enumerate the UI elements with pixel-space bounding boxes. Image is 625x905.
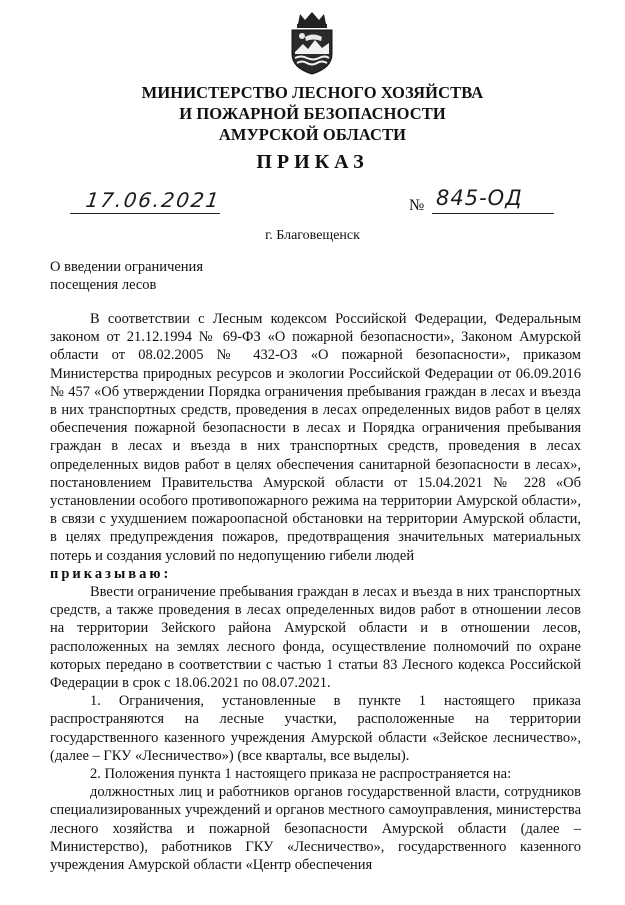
paragraph-1: 1. Ограничения, установленные в пункте 1 настоящего приказа распространяются на лесные участки, расположенные на территории государственного казенного учреждения Амурской области «Зейское лесничество», (далее – ГКУ «Лесничество») (все кварталы, все выделы).	[50, 693, 581, 764]
ministry-line-2: И ПОЖАРНОЙ БЕЗОПАСНОСТИ	[179, 104, 446, 123]
order-number-label: №	[409, 197, 425, 214]
order-word-paragraph	[50, 565, 581, 583]
order-number: 845-ОД	[436, 186, 523, 210]
ministry-line-1: МИНИСТЕРСТВО ЛЕСНОГО ХОЗЯЙСТВА	[141, 83, 484, 102]
paragraph-3: должностных лиц и работников органов государственной власти, сотрудников специализированных учреждений и органов местного самоуправления, министерства лесного хозяйства и пожарной безопасности Амурской области (далее – Министерство), работников ГКУ «Лесничество», государственного казенного учреждения Амурской области «Центр обеспечения	[50, 784, 581, 874]
order-word: приказываю:	[50, 565, 172, 582]
order-date: 17.06.2021	[84, 188, 223, 212]
issue-city: г. Благовещенск	[265, 228, 360, 243]
number-underline	[432, 213, 554, 214]
intro-paragraph: Ввести ограничение пребывания граждан в лесах и въезда в них транспортных средств, а также проведения в лесах определенных видов работ в отношении лесов на территории Зейского района Амурской области и в отношении лесов, расположенных на землях лесного фонда, осуществление полномочий по охране которых передано в соответствии с частью 1 статьи 83 Лесного кодекса Российской Федерации в срок с 18.06.2021 по 08.07.2021.	[50, 584, 581, 692]
order-subject	[50, 258, 203, 294]
subject-line-1: О введении ограничения	[50, 259, 203, 275]
ministry-name	[0, 82, 625, 145]
document-title: ПРИКАЗ	[256, 151, 369, 173]
date-underline	[70, 213, 220, 214]
ministry-line-3: АМУРСКОЙ ОБЛАСТИ	[218, 125, 407, 144]
paragraph-2: 2. Положения пункта 1 настоящего приказа не распространяется на:	[90, 766, 512, 783]
subject-line-2: посещения лесов	[50, 277, 157, 293]
preamble-paragraph: В соответствии с Лесным кодексом Российской Федерации, Федеральным законом от 21.12.1994 № 69-ФЗ «О пожарной безопасности», Законом Амурской области от 08.02.2005 № 432-ОЗ «О пожарной безопасности», приказом Министерства природных ресурсов и экологии Российской Федерации от 06.09.2016 № 457 «Об утверждении Порядка ограничения пребывания граждан в лесах и въезда в них транспортных средств, проведения в лесах определенных видов работ в целях обеспечения пожарной безопасности в лесах и Порядка ограничения пребывания граждан в лесах и въезда в них транспортных средств, проведения в лесах определенных видов работ в целях обеспечения санитарной безопасности в лесах», постановлением Правительства Амурской области от 15.04.2021 № 228 «Об установлении особого противопожарного режима на территории Амурской области», в связи с ухудшением пожароопасной обстановки на территории Амурской области, в целях предупреждения пожаров, предотвращения значительных материальных потерь и создания условий по недопущению гибели людей	[50, 311, 581, 564]
document-body	[50, 310, 581, 874]
amur-region-coat-of-arms-icon	[286, 10, 338, 76]
